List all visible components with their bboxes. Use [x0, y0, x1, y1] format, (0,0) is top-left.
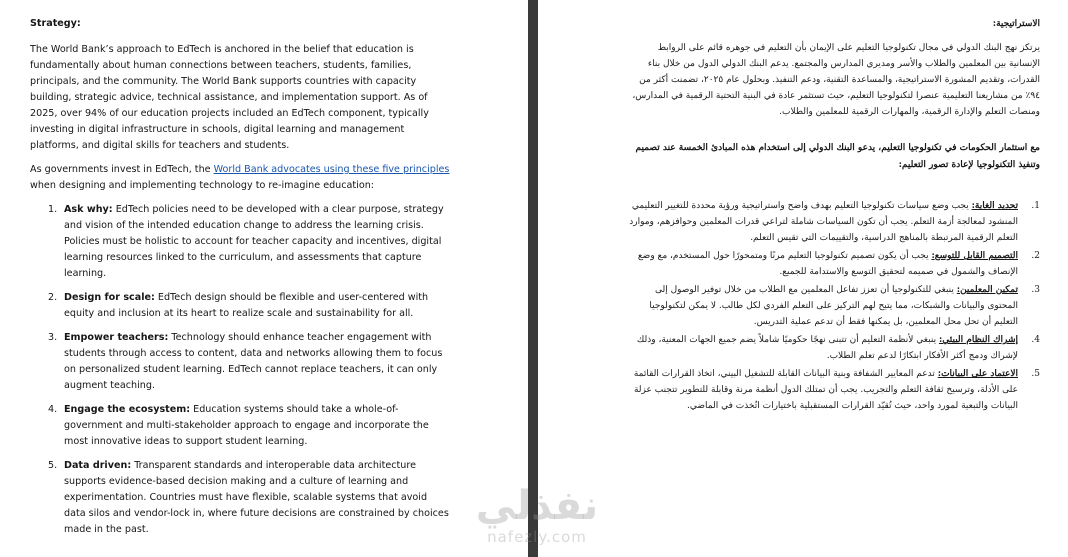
principle-number: 2.: [48, 292, 58, 303]
principle-text: Technology should enhance teacher engagement with students through access to content, data and networks allowing them to focus on personalized student learning. EdTech cannot replace teachers, it can only augment teaching.: [64, 332, 443, 391]
principle-number: .2: [1031, 251, 1040, 261]
arabic-heading: الاستراتيجية:: [992, 19, 1040, 29]
watermark-latin: nafezly.com: [487, 528, 587, 546]
english-principle: [30, 458, 450, 538]
principle-text: يجب أن يكون تصميم تكنولوجيا التعليم مرنًا ومتمحورًا حول المستخدم، مع وضع الإنصاف والشمول في صميمه لتحقيق التوسع والاستدامة للجميع.: [637, 251, 1018, 277]
principle-term: تحديد الغاية:: [971, 201, 1018, 211]
arabic-principle: [628, 248, 1040, 280]
principles-link[interactable]: World Bank advocates using these five principles: [213, 164, 450, 175]
english-page: [0, 0, 528, 557]
principle-number: 5.: [48, 460, 58, 471]
english-principle: [30, 202, 450, 282]
principle-term: Design for scale:: [64, 292, 155, 303]
english-principles-list: [30, 202, 450, 538]
principle-text: يجب وضع سياسات تكنولوجيا التعليم بهدف واضح واستراتيجية ورؤية محددة للتغيير التعليمي المنشود لمعالجة أزمة التعلم. يجب أن تكون السياسات شاملة لتراعي قدرات المعلمين وحوافزهم، وموارد التعلم الرقمية المرتبطة بالمناهج الدراسية، والتقييمات التي تقيس التعلم.: [629, 201, 1018, 243]
arabic-principle: [628, 332, 1040, 364]
principle-term: الاعتماد على البيانات:: [937, 369, 1018, 379]
principle-text: EdTech policies need to be developed with a clear purpose, strategy and vision of the intended education change to address the learning crisis. Policies must be holistic to account for teacher capacity and incentives, digital learning resources linked to the curriculum, and assessments that capture learning.: [64, 204, 444, 279]
arabic-lead: مع استثمار الحكومات في تكنولوجيا التعليم، يدعو البنك الدولي إلى استخدام هذه المبادئ الخمسة عند تصميم وتنفيذ التكنولوجيا لإعادة تصور التعليم:: [635, 143, 1040, 170]
principle-number: 4.: [48, 404, 58, 415]
principle-number: .1: [1031, 201, 1040, 211]
english-lead: [30, 162, 450, 194]
principle-term: التصميم القابل للتوسع:: [931, 251, 1018, 261]
principle-number: .5: [1031, 369, 1040, 379]
english-content: [30, 16, 450, 546]
principle-number: .4: [1031, 335, 1040, 345]
principle-term: Ask why:: [64, 204, 113, 215]
english-intro: The World Bank’s approach to EdTech is anchored in the belief that education is fundamentally about human connections between teachers, students, families, principals, and the community. The World Bank supports countries with capacity building, strategic advice, technical assistance, and implementation support. As of 2025, over 94% of our education projects included an EdTech component, typically investing in digital infrastructure in schools, digital learning and management platforms, and digital skills for teachers and students.: [30, 44, 429, 151]
principle-text: ينبغي لأنظمة التعليم أن تتبنى نهجًا حكوميًا شاملاً يضم جميع الجهات المعنية، وذلك لإشراك ودمج أكثر الأفكار ابتكارًا لدعم تعلم الطلاب.: [636, 335, 1018, 361]
principle-number: 1.: [48, 204, 58, 215]
principle-term: Engage the ecosystem:: [64, 404, 191, 415]
english-heading: Strategy:: [30, 18, 81, 29]
principle-term: Data driven:: [64, 460, 132, 471]
principle-term: تمكين المعلمين:: [956, 285, 1018, 295]
watermark-arabic: نفذلي: [475, 483, 599, 529]
principle-number: 3.: [48, 332, 58, 343]
english-principle: [30, 402, 450, 450]
arabic-principles-list: [628, 198, 1040, 414]
arabic-page: [538, 0, 1068, 557]
principle-text: Transparent standards and interoperable data architecture supports evidence-based decision making and a culture of learning and experimentation. Countries must have flexible, scalable systems that avoid data silos and vendor-lock in, where future decisions are constrained by choices made in the past.: [64, 460, 449, 535]
principle-text: Education systems should take a whole-of-government and multi-stakeholder approach to engage and incorporate the most innovative ideas to support student learning.: [64, 404, 429, 447]
principle-term: Empower teachers:: [64, 332, 169, 343]
arabic-principle: [628, 198, 1040, 246]
principle-text: ينبغي للتكنولوجيا أن تعزز تفاعل المعلمين مع الطلاب من خلال توفير الوصول إلى المحتوى والبيانات والشبكات، مما يتيح لهم التركيز على التعلم الفردي لكل طالب. لا يمكن لتكنولوجيا التعليم أن تحل محل المعلمين، بل يمكنها فقط أن تدعم عملية التدريس.: [649, 285, 1018, 327]
page-divider: [528, 0, 538, 557]
arabic-principle: [628, 282, 1040, 330]
principle-text: EdTech design should be flexible and user-centered with equity and inclusion at its heart to realize scale and sustainability for all.: [64, 292, 429, 319]
english-principle: [30, 290, 450, 322]
arabic-intro: يرتكز نهج البنك الدولي في مجال تكنولوجيا التعليم على الإيمان بأن التعليم في جوهره قائم على الروابط الإنسانية بين المعلمين والطلاب والأسر ومديري المدارس والمجتمع. يدعم البنك الدولي الدول من خلال بناء القدرات، وتقديم المشورة الاستراتيجية، والمساعدة التقنية، ودعم التنفيذ. وبحلول عام ٢٠٢٥، تضمنت أكثر من ٩٤٪ من مشاريعنا التعليمية عنصرا لتكنولوجيا التعليم، حيث تستثمر عادة في البنية التحتية الرقمية في المدارس، ومنصات التعلم والإدارة الرقمية، والمهارات الرقمية للمعلمين والطلاب.: [632, 43, 1040, 117]
english-lead-before: As governments invest in EdTech, the: [30, 164, 214, 175]
arabic-content: [628, 16, 1040, 416]
principle-text: تدعم المعايير الشفافة وبنية البيانات القابلة للتشغيل البيني، اتخاذ القرارات القائمة على الأدلة، وترسيخ ثقافة التعلم والتجريب. يجب أن تمتلك الدول أنظمة مرنة وقابلة للتطوير تتجنب عزلة البيانات والتبعية لمورد واحد، حيث تُقيّد القرارات المستقبلية باختيارات اتُخذت في الماضي.: [633, 369, 1018, 411]
principle-number: .3: [1031, 285, 1040, 295]
principle-term: إشراك النظام البيئي:: [938, 335, 1018, 345]
english-principle: [30, 330, 450, 394]
arabic-principle: [628, 366, 1040, 414]
english-lead-after: when designing and implementing technology to re-imagine education:: [30, 180, 375, 191]
